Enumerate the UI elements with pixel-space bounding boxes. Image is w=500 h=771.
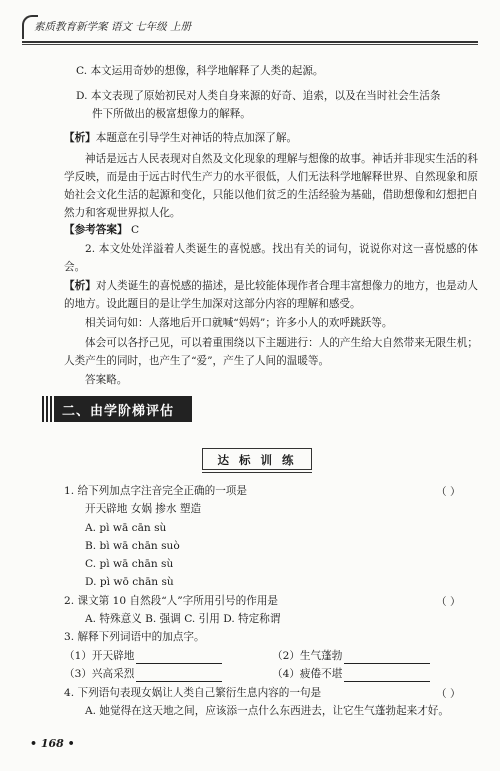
analysis-1 (64, 131, 297, 146)
feeling-paragraph: 体会可以各抒己见，可以着重围绕以下主题进行：人的产生给大自然带来无限生机；人类产生的同时，也产生了“爱”，产生了人间的温暖等。 (64, 337, 478, 367)
answer-label: 【参考答案】 (64, 224, 128, 236)
exercise-1: 1. 给下列加点字注音完全正确的一项是 (64, 485, 247, 497)
exercise-3-item-3-label: （3）兴高采烈 (64, 668, 135, 680)
fill-blank-1[interactable] (136, 653, 222, 664)
exercise-3: 3. 解释下列词语中的加点字。 (64, 631, 205, 643)
exercise-3-item-2 (272, 649, 430, 664)
subtitle-box (202, 448, 312, 470)
analysis-label: 【析】 (64, 280, 96, 292)
subtitle-rule-bottom (202, 472, 312, 473)
answer-blank-1: （ ） (436, 486, 461, 498)
analysis-label: 【析】 (64, 132, 96, 144)
exercise-3-item-3 (64, 667, 222, 682)
exercise-3-item-1 (64, 649, 222, 664)
section-banner (40, 396, 192, 422)
exercise-2-options: A. 特殊意义 B. 强调 C. 引用 D. 特定称谓 (85, 613, 281, 625)
option-c: C. 本文运用奇妙的想像，科学地解释了人类的起源。 (76, 65, 324, 77)
exercise-3-item-1-label: （1）开天辟地 (64, 650, 135, 662)
page-number: • 168 • (30, 737, 75, 750)
answer-blank-4: （ ） (436, 688, 461, 700)
exercise-1-option-c: C. pì wā chān sù (85, 558, 174, 570)
answer-blank-2: （ ） (436, 596, 461, 608)
exercise-2: 2. 课文第 10 自然段“人”字所用引号的作用是 (64, 595, 279, 607)
question-2-text: 2. 本文处处洋溢着人类诞生的喜悦感。找出有关的词句，说说你对这一喜悦感的体会。 (64, 243, 478, 273)
option-d-line1: D. 本文表现了原始初民对人类自身来源的好奇、追索，以及在当时社会生活条 (76, 90, 441, 102)
exercise-1-option-a: A. pì wā cān sù (85, 522, 167, 534)
myth-paragraph: 神话是远古人民表现对自然及文化现象的理解与想像的故事。神话并非现实生活的科学反映，而是由于远古时代生产力的水平很低，人们无法科学地解释世界、自然现象和原始社会文化生活的起源和变化，只能以他们贫乏的生活经验为基础，借助想像和幻想把自然力和客观世界拟人化。 (64, 153, 478, 219)
fill-blank-4[interactable] (344, 671, 430, 682)
header-rule (22, 41, 478, 43)
exercise-1-words: 开天辟地 女娲 掺水 塑造 (85, 503, 202, 515)
running-header (22, 15, 478, 37)
exercise-4: 4. 下列语句表现女娲让人类自己繁衍生息内容的一句是 (64, 687, 322, 699)
exercise-3-item-4 (272, 667, 430, 682)
exercise-3-item-2-label: （2）生气蓬勃 (272, 650, 343, 662)
exercise-1-option-d: D. pì wō chān sù (85, 576, 174, 588)
exercise-4-option-a: A. 她觉得在这天地之间，应该添一点什么东西进去，让它生气蓬勃起来才好。 (85, 705, 449, 717)
answer-value: C (130, 224, 140, 236)
fill-blank-3[interactable] (136, 671, 222, 682)
reference-answer (64, 223, 139, 238)
subtitle-text: 达 标 训 练 (217, 453, 297, 467)
related-phrases: 相关词句如：人落地后开口就喊“妈妈”；许多小人的欢呼跳跃等。 (85, 317, 393, 329)
header-title: 素质教育新学案 语文 七年级 上册 (34, 21, 192, 33)
fill-blank-2[interactable] (344, 653, 430, 664)
option-d-line2: 件下所做出的极富想像力的解释。 (92, 108, 251, 120)
exercise-1-option-b: B. bì wā chān suò (85, 540, 180, 552)
analysis-text: 对人类诞生的喜悦感的描述，是比较能体现作者合理丰富想像力的地方，也是动人的地方。设此题目的是让学生加深对这部分内容的理解和感受。 (64, 280, 479, 310)
banner-stripes (40, 396, 54, 422)
analysis-2 (64, 277, 478, 313)
exercise-3-item-4-label: （4）疲倦不堪 (272, 668, 343, 680)
answer-omitted: 答案略。 (85, 374, 128, 386)
banner-title: 二、由学阶梯评估 (62, 404, 175, 419)
analysis-text: 本题意在引导学生对神话的特点加深了解。 (95, 132, 298, 144)
header-rule-thin (22, 44, 478, 45)
